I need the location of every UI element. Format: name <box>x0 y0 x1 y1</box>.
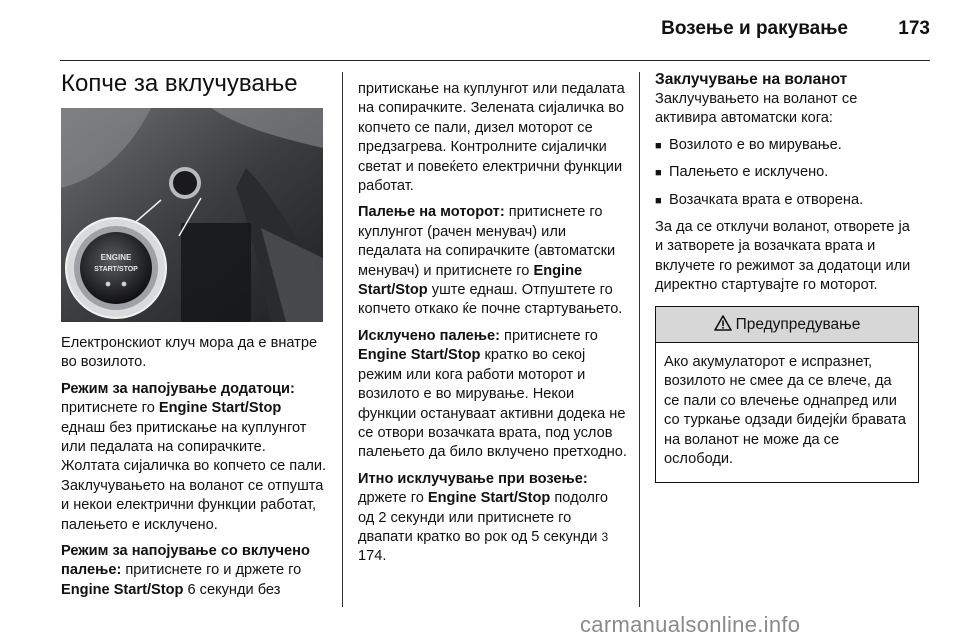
paragraph: Заклучувањето на воланот се активира автоматски кога: <box>655 91 858 127</box>
warning-triangle-icon <box>714 315 732 331</box>
paragraph <box>358 470 628 567</box>
paragraph <box>358 327 628 463</box>
button-name: Engine Start/Stop <box>158 400 282 417</box>
watermark-text: carmanualsonline.info <box>580 612 801 637</box>
lead-text: Режим за напојување со вклучено палење: <box>61 543 310 579</box>
button-name: Engine Start/Stop <box>61 581 184 598</box>
page-header <box>0 0 960 52</box>
text: притиснете го куплунгот (рачен менувач) или педалата на сопирачките (автоматски менувач) и притиснете го <box>358 204 616 279</box>
header-divider <box>60 60 930 61</box>
column-1 <box>61 70 327 607</box>
paragraph <box>358 203 628 319</box>
bullet-item <box>655 136 921 156</box>
button-name: Engine Start/Stop <box>358 347 481 364</box>
paragraph <box>61 380 327 535</box>
bullet-square-icon: ■ <box>655 139 662 152</box>
text: притиснете го <box>499 327 598 344</box>
engine-start-button-photo <box>61 108 323 322</box>
bullet-text: Возилото е во мирување. <box>669 136 842 153</box>
warning-text: Ако акумулаторот е испразнет, возилото не смее да се влече, да се пали со влечење однапред или со туркање одзади бидејќи бравата на воланот не може да се ослободи. <box>664 354 907 468</box>
lead-text: Исклучено палење: <box>358 327 500 344</box>
column-divider-1 <box>342 72 343 607</box>
paragraph <box>61 542 327 600</box>
text: 6 секунди без <box>183 581 281 598</box>
warning-box <box>655 306 919 483</box>
bullet-square-icon: ■ <box>655 194 662 207</box>
text: уште еднаш. Отпуштете го копчето откако ќе почне стартувањето. <box>358 282 623 318</box>
lead-text: Итно исклучување при возење: <box>358 470 588 487</box>
lead-text: Режим за напојување додатоци: <box>61 380 295 397</box>
text: притиснете го <box>61 400 159 417</box>
page-number: 173 <box>898 18 930 39</box>
page-reference-link[interactable]: 174. <box>358 548 387 565</box>
text: држете го <box>358 490 428 507</box>
warning-title: Предупредување <box>735 315 861 333</box>
text: подолго од 2 секунди или притиснете го двапати кратко во рок од 5 секунди <box>358 490 609 545</box>
column-2 <box>358 80 628 574</box>
paragraph: Електронскиот клуч мора да е внатре во возилото. <box>61 335 318 371</box>
text: еднаш без притискање на куплунгот или педалата на сопирачките. Жолтата сијаличка во копчето се пали. Заклучувањето на воланот се отпушта и некои електрични функции работат, палењето е исклучено. <box>61 419 327 533</box>
lead-text: Палење на моторот: <box>358 204 505 221</box>
button-label-line2: START/STOP <box>94 266 138 273</box>
text: притиснете го и држете го <box>121 562 302 579</box>
bullet-text: Возачката врата е отворена. <box>669 191 864 208</box>
bullet-text: Палењето е исклучено. <box>669 164 829 181</box>
paragraph: За да се отклучи воланот, отворете ја и затворете ја возачката врата и вклучете го режимот за додатоци или директно стартувајте го моторот. <box>655 219 911 294</box>
button-label-line1: ENGINE <box>100 253 132 262</box>
text: кратко во секој режим или кога работи моторот и возилото е во мирување. Некои функции остануваат активни додека не се отвори возачката врата, под услов палењето да било вклучено претходно. <box>358 347 627 461</box>
button-name: Engine Start/Stop <box>358 262 583 299</box>
header-title: Возење и ракување <box>661 18 848 39</box>
column-divider-2 <box>639 72 640 607</box>
warning-header <box>656 307 918 343</box>
subsection-title: Заклучување на воланот <box>655 71 848 88</box>
column-3 <box>655 70 921 483</box>
section-title: Копче за вклучување <box>61 70 298 97</box>
bullet-item <box>655 163 921 183</box>
paragraph: притискање на куплунгот или педалата на сопирачките. Зелената сијаличка во копчето се пали, дизел моторот се предзагрева. Контролните сијалички светат и повеќето електрични функции работат. <box>358 81 625 195</box>
bullet-square-icon: ■ <box>655 167 662 180</box>
bullet-item <box>655 191 921 211</box>
page-reference-arrow-icon: 3 <box>601 529 609 544</box>
button-name: Engine Start/Stop <box>427 490 551 507</box>
